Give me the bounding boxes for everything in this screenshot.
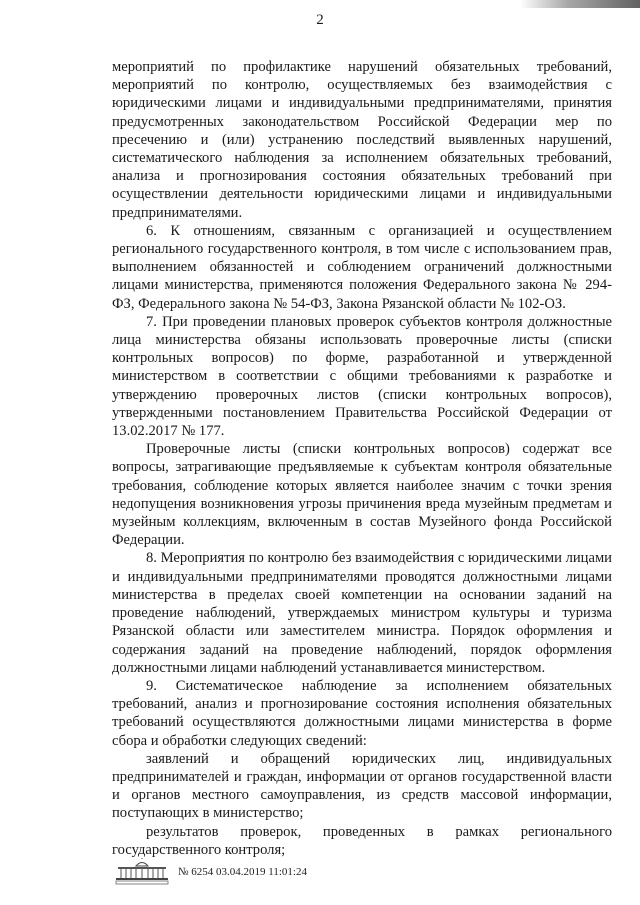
page-number: 2 xyxy=(316,12,324,28)
paragraph: результатов проверок, проведенных в рамках регионального государственного контроля; xyxy=(112,823,612,858)
paragraph: 7. При проведении плановых проверок субъектов контроля должностные лица министерства обязаны использовать проверочные листы (списки контрольных вопросов) по форме, разработанной и утвержденной министерством в соответствии с общими требованиями к разработке и утверждению проверочных листов (списки контрольных вопросов), утвержденными постановлением Правительства Российской Федерации от 13.02.2017 № 177. xyxy=(112,313,612,440)
paragraph: 9. Систематическое наблюдение за исполнением обязательных требований, анализ и прогнозирование состояния исполнения обязательных требований осуществляются должностными лицами министерства в форме сбора и обработки следующих сведений: xyxy=(112,677,612,749)
building-emblem-icon xyxy=(112,858,172,886)
scan-artifact xyxy=(520,0,640,8)
paragraph: 8. Мероприятия по контролю без взаимодействия с юридическими лицами и индивидуальными предпринимателями проводятся должностными лицами министерства в пределах своей компетенции на основании заданий на проведение наблюдений, утверждаемых министром культуры и туризма Рязанской области или заместителем министра. Порядок оформления и содержания заданий на проведение наблюдений, порядок оформления должностными лицами наблюдений устанавливается министерством. xyxy=(112,550,612,676)
document-body xyxy=(112,58,612,859)
paragraph: заявлений и обращений юридических лиц, индивидуальных предпринимателей и граждан, информации от органов государственной власти и органов местного самоуправления, из средств массовой информации, поступающих в министерство; xyxy=(112,750,612,822)
registration-stamp: № 6254 03.04.2019 11:01:24 xyxy=(178,866,307,878)
paragraph: мероприятий по профилактике нарушений обязательных требований, мероприятий по контролю, осуществляемых без взаимодействия с юридическими лицами и индивидуальными предпринимателями, принятия предусмотренных законодательством Российской Федерации мер по пресечению и (или) устранению последствий выявленных нарушений, систематического наблюдения за исполнением обязательных требований, анализа и прогнозирования состояния обязательных требований при осуществлении деятельности юридическими лицами и индивидуальными предпринимателями. xyxy=(112,59,612,221)
paragraph: 6. К отношениям, связанным с организацией и осуществлением регионального государственного контроля, в том числе с использованием прав, выполнением обязанностей и соблюдением ограничений должностными лицами министерства, применяются положения Федерального закона № 294-ФЗ, Федерального закона № 54-ФЗ, Закона Рязанской области № 102-ОЗ. xyxy=(112,222,612,312)
paragraph: Проверочные листы (списки контрольных вопросов) содержат все вопросы, затрагивающие предъявляемые к субъектам контроля обязательные требования, соблюдение которых является наиболее значим с точки зрения недопущения возникновения угрозы причинения вреда музейным предметам и музейным коллекциям, включенным в состав Музейного фонда Российской Федерации. xyxy=(112,441,612,549)
footer xyxy=(112,858,412,888)
